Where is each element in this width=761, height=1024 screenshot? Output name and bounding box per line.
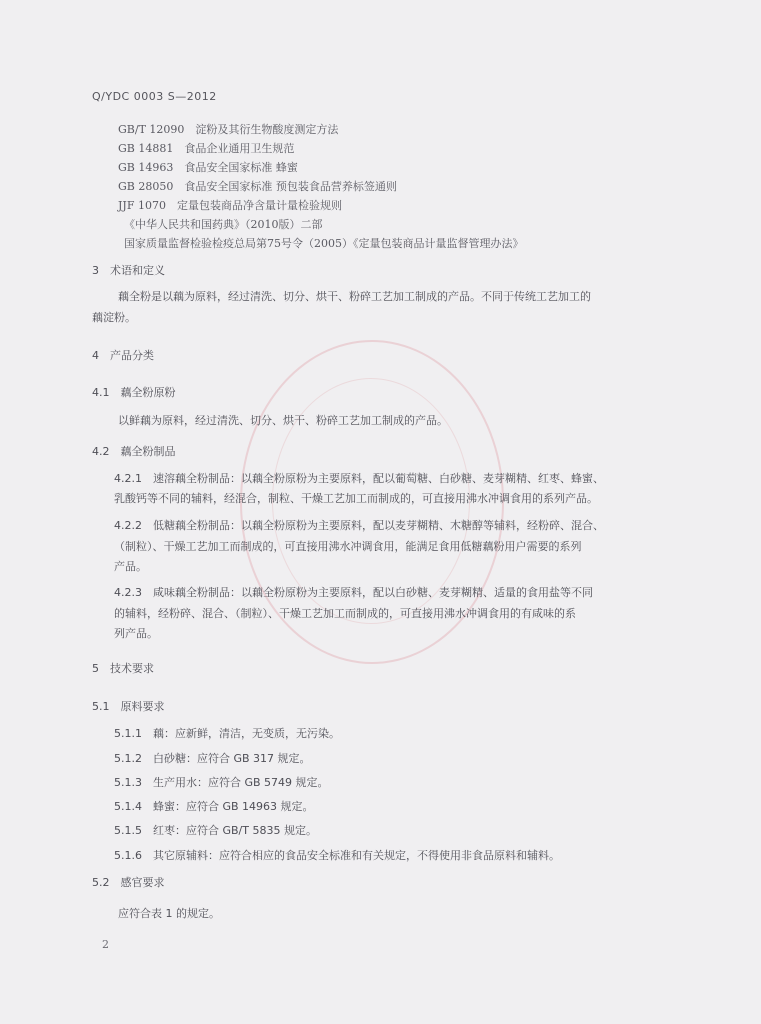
section-heading-3: 3 术语和定义 <box>92 264 165 277</box>
reference-item: JJF 1070 定量包装商品净含量计量检验规则 <box>118 199 342 212</box>
section-5-2-para: 应符合表 1 的规定。 <box>118 907 220 920</box>
clause-5-1-2: 5.1.2 白砂糖：应符合 GB 317 规定。 <box>114 752 311 765</box>
section-3-para-line1: 藕全粉是以藕为原料，经过清洗、切分、烘干、粉碎工艺加工制成的产品。不同于传统工艺加工的 <box>118 290 591 303</box>
clause-4-2-2-line1: 4.2.2 低糖藕全粉制品：以藕全粉原粉为主要原料，配以麦芽糊精、木糖醇等辅料，经粉碎、混合、 <box>114 519 604 532</box>
clause-4-2-2-line2: （制粒）、干燥工艺加工而制成的，可直接用沸水冲调食用，能满足食用低糖藕粉用户需要的系列 <box>114 540 582 553</box>
clause-5-1-1: 5.1.1 藕：应新鲜，清洁，无变质，无污染。 <box>114 727 340 740</box>
clause-4-2-1-line1: 4.2.1 速溶藕全粉制品：以藕全粉原粉为主要原料，配以葡萄糖、白砂糖、麦芽糊精、红枣、蜂蜜、 <box>114 472 604 485</box>
clause-4-2-1-line2: 乳酸钙等不同的辅料，经混合，制粒、干燥工艺加工而制成的，可直接用沸水冲调食用的系列产品。 <box>114 492 598 505</box>
document-code: Q/YDC 0003 S—2012 <box>92 90 217 103</box>
section-heading-5-2: 5.2 感官要求 <box>92 876 165 889</box>
reference-item: GB 28050 食品安全国家标准 预包装食品营养标签通则 <box>118 180 397 193</box>
reference-item: 国家质量监督检验检疫总局第75号令（2005）《定量包装商品计量监督管理办法》 <box>124 237 524 250</box>
clause-4-2-3-line1: 4.2.3 咸味藕全粉制品：以藕全粉原粉为主要原料，配以白砂糖、麦芽糊精、适量的食用盐等不同 <box>114 586 593 599</box>
section-4-1-para: 以鲜藕为原料，经过清洗、切分、烘干、粉碎工艺加工制成的产品。 <box>118 414 448 427</box>
clause-5-1-6: 5.1.6 其它原辅料：应符合相应的食品安全标准和有关规定，不得使用非食品原料和辅料。 <box>114 849 560 862</box>
reference-item: GB 14963 食品安全国家标准 蜂蜜 <box>118 161 298 174</box>
clause-5-1-3: 5.1.3 生产用水：应符合 GB 5749 规定。 <box>114 776 329 789</box>
section-heading-4: 4 产品分类 <box>92 349 154 362</box>
section-heading-4-2: 4.2 藕全粉制品 <box>92 445 176 458</box>
reference-item: 《中华人民共和国药典》（2010版）二部 <box>124 218 323 231</box>
section-heading-5-1: 5.1 原料要求 <box>92 700 165 713</box>
normative-references-list <box>118 120 524 253</box>
clause-4-2-3-line3: 列产品。 <box>114 627 158 640</box>
clause-5-1-5: 5.1.5 红枣：应符合 GB/T 5835 规定。 <box>114 824 317 837</box>
reference-item: GB/T 12090 淀粉及其衍生物酸度测定方法 <box>118 123 339 136</box>
section-heading-4-1: 4.1 藕全粉原粉 <box>92 386 176 399</box>
clause-4-2-2-line3: 产品。 <box>114 560 147 573</box>
clause-4-2-3-line2: 的辅料，经粉碎、混合、（制粒）、干燥工艺加工而制成的，可直接用沸水冲调食用的有咸味的系 <box>114 607 576 620</box>
page-number: 2 <box>102 938 109 951</box>
section-heading-5: 5 技术要求 <box>92 662 154 675</box>
clause-5-1-4: 5.1.4 蜂蜜：应符合 GB 14963 规定。 <box>114 800 314 813</box>
section-3-para-line2: 藕淀粉。 <box>92 311 136 324</box>
reference-item: GB 14881 食品企业通用卫生规范 <box>118 142 295 155</box>
